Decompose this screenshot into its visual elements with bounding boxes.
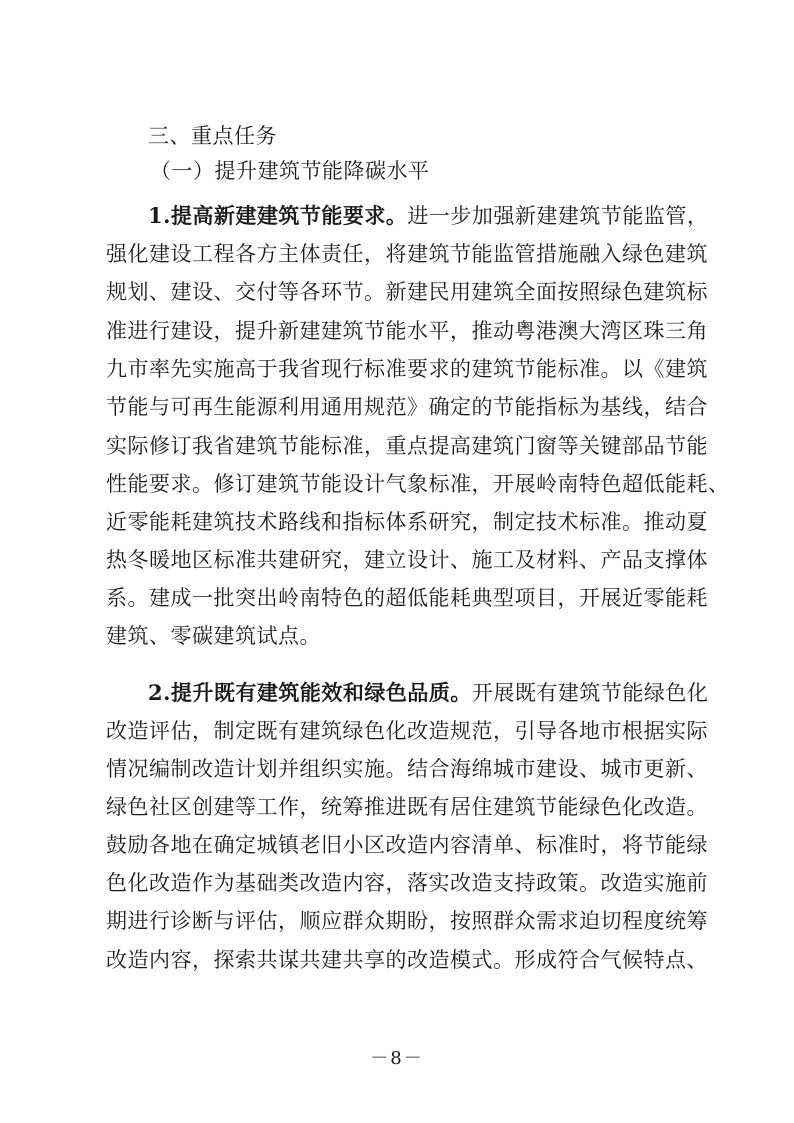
paragraph-1-line-11: 系。建成一批突出岭南特色的超低能耗典型项目，开展近零能耗 (106, 586, 708, 610)
paragraph-1-line-9: 近零能耗建筑技术路线和指标体系研究，制定技术标准。推动夏 (106, 510, 708, 534)
paragraph-2-line-5: 鼓励各地在确定城镇老旧小区改造内容清单、标准时，将节能绿 (106, 833, 708, 857)
item-1-title: 1.提高新建建筑节能要求。 (148, 203, 408, 228)
paragraph-1-line-5: 九市率先实施高于我省现行标准要求的建筑节能标准。以《建筑 (106, 357, 708, 381)
paragraph-1-line-8: 性能要求。修订建筑节能设计气象标准，开展岭南特色超低能耗、 (106, 472, 730, 496)
paragraph-1-line-2: 强化建设工程各方主体责任，将建筑节能监管措施融入绿色建筑 (106, 242, 708, 266)
paragraph-1-line-10: 热冬暖地区标准共建研究，建立设计、施工及材料、产品支撑体 (106, 548, 708, 572)
item-2-text: 开展既有建筑节能绿色化 (471, 681, 709, 705)
paragraph-2-line-3: 情况编制改造计划并组织实施。结合海绵城市建设、城市更新、 (106, 757, 708, 781)
item-2-title: 2.提升既有建筑能效和绿色品质。 (148, 680, 472, 705)
subsection-heading: （一）提升建筑节能降碳水平 (150, 159, 430, 183)
paragraph-2-line-4: 绿色社区创建等工作，统筹推进既有居住建筑节能绿色化改造。 (106, 795, 708, 819)
paragraph-2-line-7: 期进行诊断与评估，顺应群众期盼，按照群众需求迫切程度统筹 (106, 909, 708, 933)
paragraph-2-line-8: 改造内容，探索共谋共建共享的改造模式。形成符合气候特点、 (106, 948, 708, 972)
paragraph-2-line-1 (148, 680, 708, 706)
paragraph-2-line-6: 色化改造作为基础类改造内容，落实改造支持政策。改造实施前 (106, 871, 708, 895)
section-heading: 三、重点任务 (148, 124, 277, 148)
page-number: －8－ (370, 1048, 424, 1069)
paragraph-1-line-12: 建筑、零碳建筑试点。 (106, 624, 321, 648)
paragraph-1-line-1 (148, 203, 708, 229)
paragraph-1-line-4: 准进行建设，提升新建建筑节能水平，推动粤港澳大湾区珠三角 (106, 319, 708, 343)
paragraph-1-line-3: 规划、建设、交付等各环节。新建民用建筑全面按照绿色建筑标 (106, 280, 708, 304)
paragraph-2-line-2: 改造评估，制定既有建筑绿色化改造规范，引导各地市根据实际 (106, 719, 708, 743)
paragraph-1-line-7: 实际修订我省建筑节能标准，重点提高建筑门窗等关键部品节能 (106, 434, 708, 458)
paragraph-1-line-6: 节能与可再生能源利用通用规范》确定的节能指标为基线，结合 (106, 395, 708, 419)
item-1-text: 进一步加强新建建筑节能监管， (407, 204, 709, 228)
